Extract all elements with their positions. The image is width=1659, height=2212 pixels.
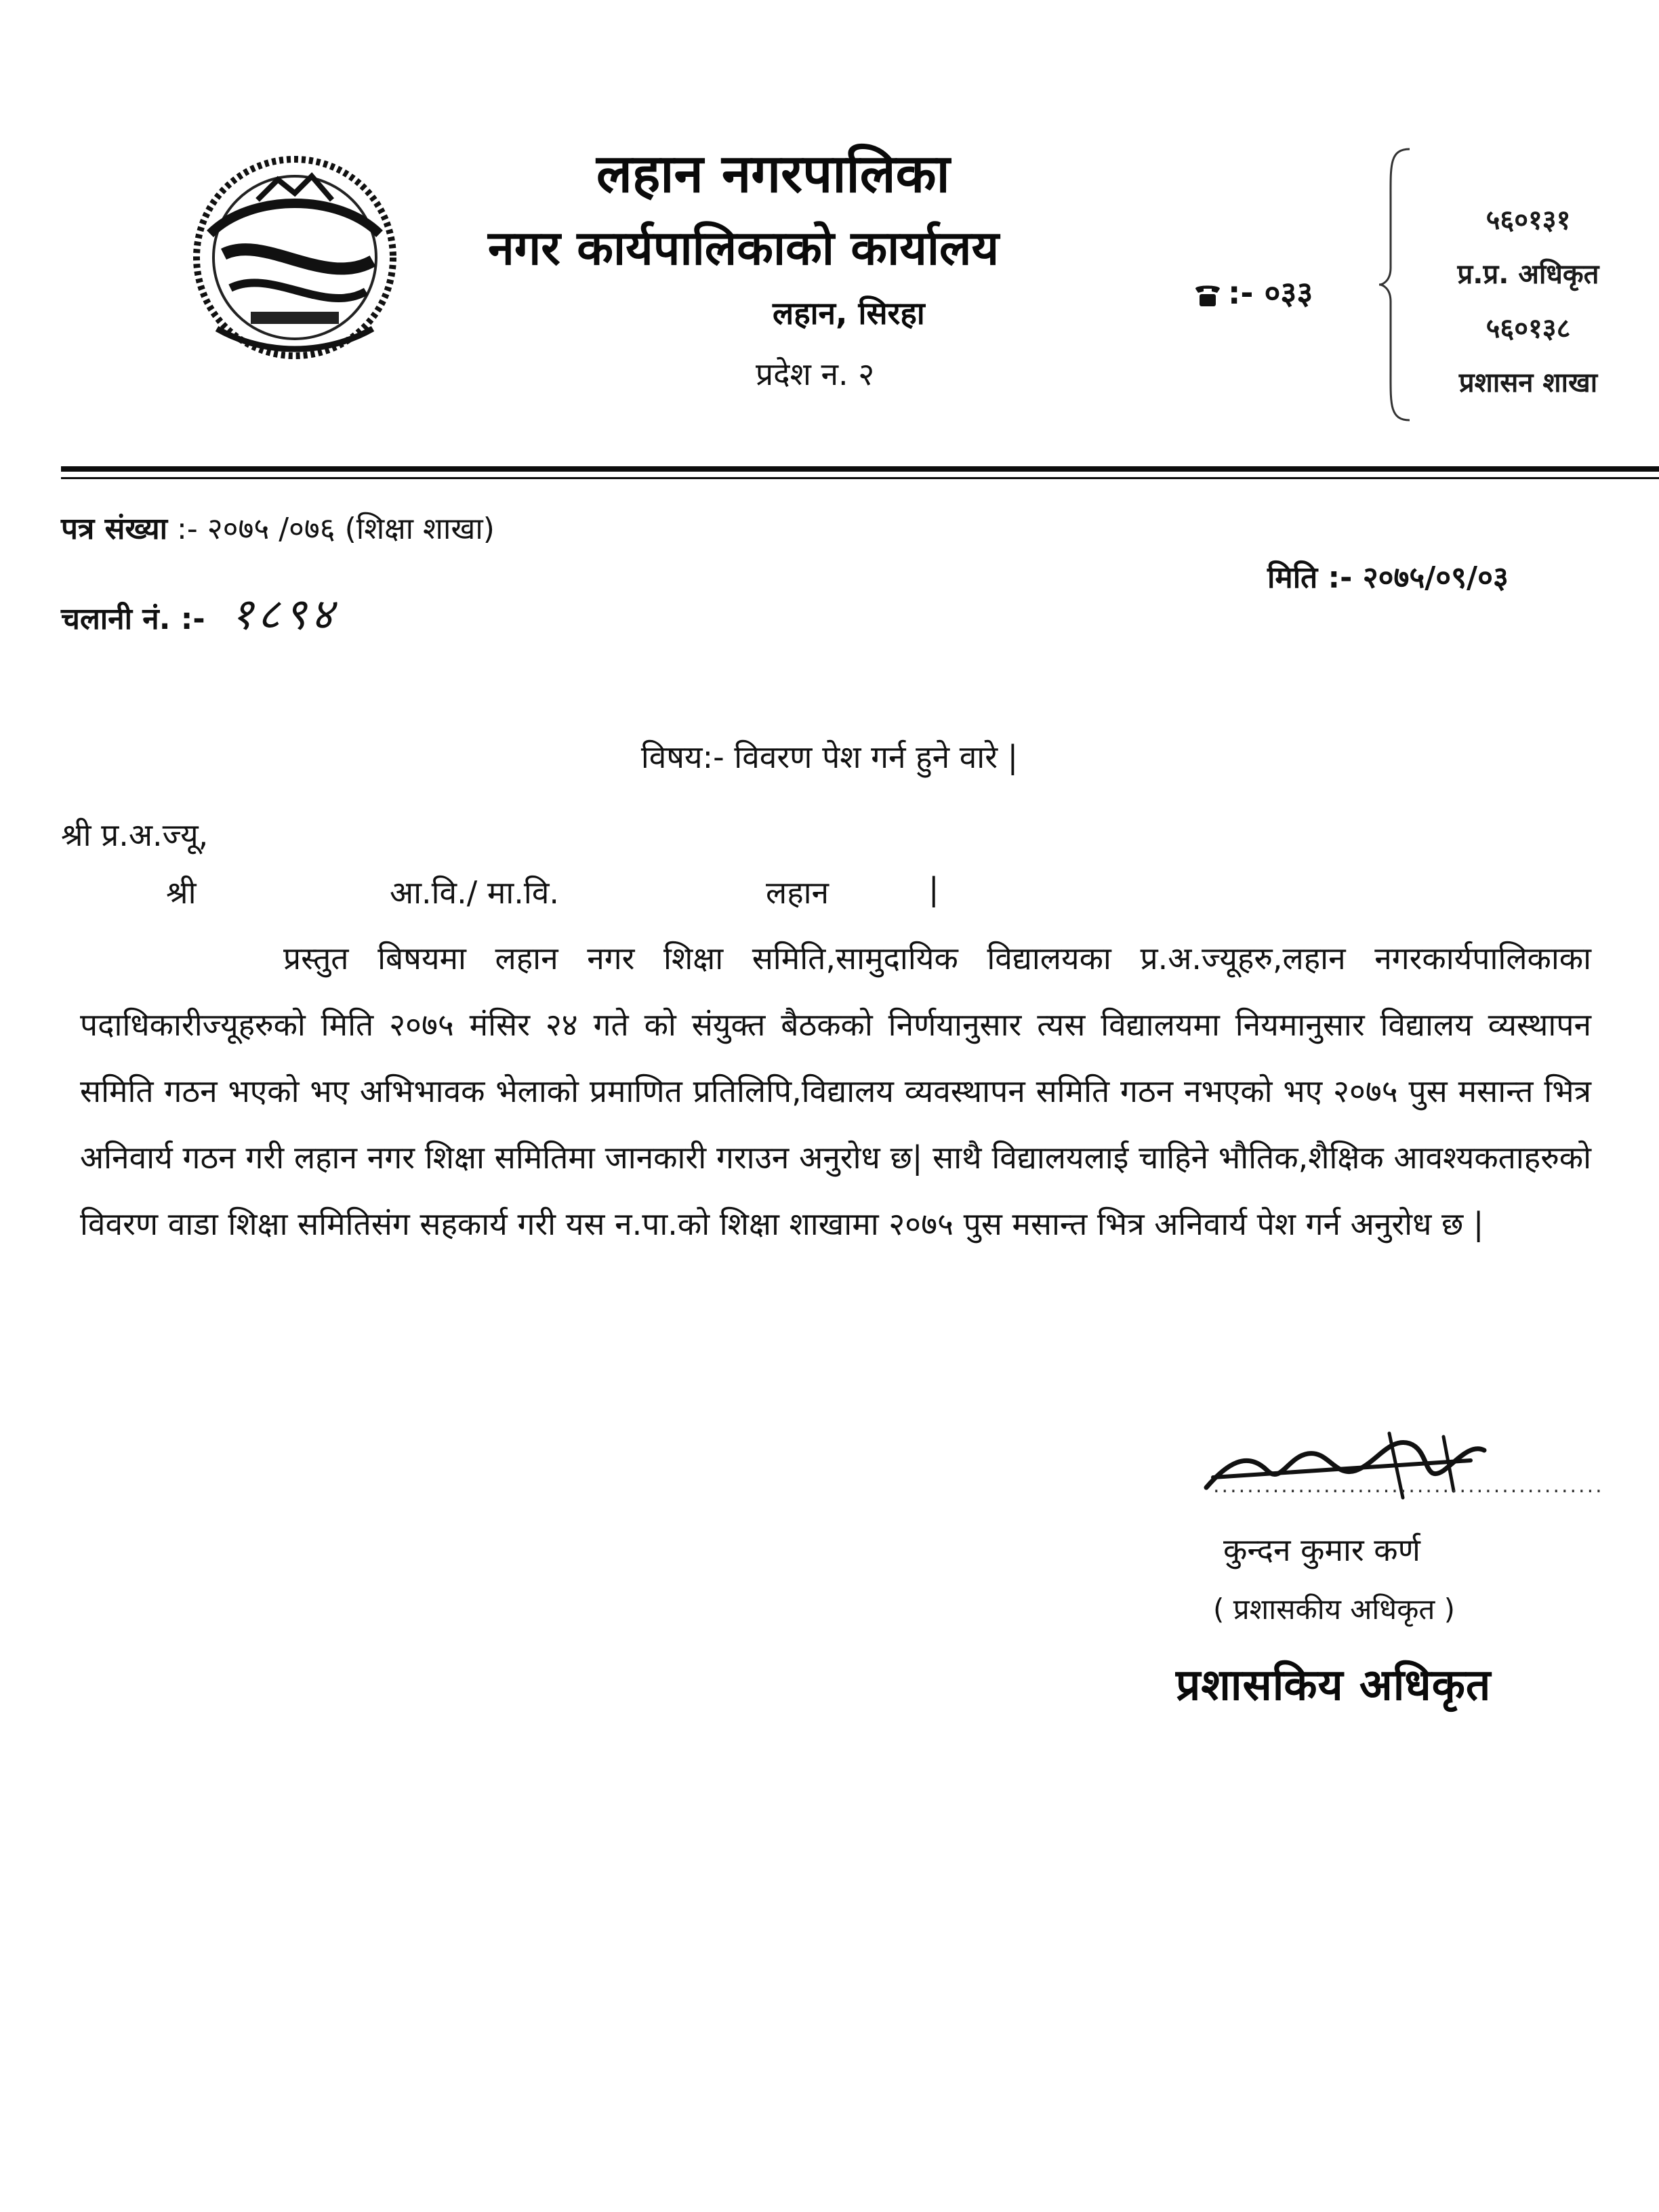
phone-number-text: :- ०३३ [1228, 274, 1313, 311]
handwritten-signature [1186, 1423, 1525, 1511]
phone-number [1193, 271, 1313, 313]
contact-line: प्रशासन शाखा [1458, 367, 1598, 398]
municipal-emblem-seal [169, 152, 420, 369]
salutation: श्री प्र.अ.ज्यू, [61, 817, 209, 853]
designation-stamp: प्रशासकिय अधिकृत [1176, 1660, 1492, 1711]
contact-line: ५६०१३८ [1486, 313, 1571, 344]
header-divider-thick [61, 466, 1659, 472]
addressee-end: | [928, 871, 939, 907]
province-label: प्रदेश न. २ [756, 356, 875, 392]
addressee-place: लहान [766, 874, 830, 911]
addressee-school-type: आ.वि./ मा.वि. [390, 874, 560, 911]
header-divider-thin [61, 477, 1659, 479]
signer-title: ( प्रशासकीय अधिकृत ) [1213, 1593, 1456, 1626]
dispatch-handwritten-value: १८९४ [230, 590, 337, 640]
dispatch-number [61, 583, 337, 642]
contact-line: ५६०१३१ [1486, 205, 1571, 236]
reference-number [61, 507, 495, 548]
office-name: लहान नगरपालिका [596, 144, 950, 205]
letter-date [1267, 556, 1509, 596]
dispatch-label: चलानी नं. :- [61, 602, 205, 636]
signer-name: कुन्दन कुमार कर्ण [1223, 1532, 1420, 1568]
letter-subject: विषय:- विवरण पेश गर्न हुने वारे | [640, 739, 1019, 775]
date-value: :- २०७५/०९/०३ [1328, 560, 1509, 595]
letter-body: प्रस्तुत बिषयमा लहान नगर शिक्षा समिति,सामुदायिक विद्यालयका प्र.अ.ज्यूहरु,लहान नगरकार्यपालिकाका पदाधिकारीज्यूहरुको मिति २०७५ मंसिर २४ गते को संयुक्त बैठकको निर्णयानुसार त्यस विद्यालयमा नियमानुसार विद्यालय व्यस्थापन समिति गठन भएको भए अभिभावक भेलाको प्रमाणित प्रतिलिपि,विद्यालय व्यवस्थापन समिति गठन नभएको भए २०७५ पुस मसान्त भित्र अनिवार्य गठन गरी लहान नगर शिक्षा समितिमा जानकारी गराउन अनुरोध छ| साथै विद्यालयलाई चाहिने भौतिक,शैक्षिक आवश्यकताहरुको विवरण वाडा शिक्षा समितिसंग सहकार्य गरी यस न.पा.को शिक्षा शाखामा २०७५ पुस मसान्त भित्र अनिवार्य पेश गर्न अनुरोध छ | [80, 940, 1591, 1242]
signature-dotted-line: .............................................. [1213, 1474, 1604, 1498]
contact-brace [1376, 146, 1416, 424]
addressee-prefix: श्री [166, 874, 197, 911]
contact-line: प्र.प्र. अधिकृत [1457, 259, 1599, 290]
reference-label: पत्र संख्या [61, 512, 167, 546]
office-location: लहान, सिरहा [773, 295, 925, 331]
date-label: मिति [1267, 560, 1318, 595]
telephone-icon [1193, 283, 1223, 308]
office-unit: नगर कार्यपालिकाको कार्यालय [488, 220, 1000, 276]
contact-list [1413, 193, 1643, 410]
reference-value: :- २०७५ /०७६ (शिक्षा शाखा) [177, 512, 495, 546]
